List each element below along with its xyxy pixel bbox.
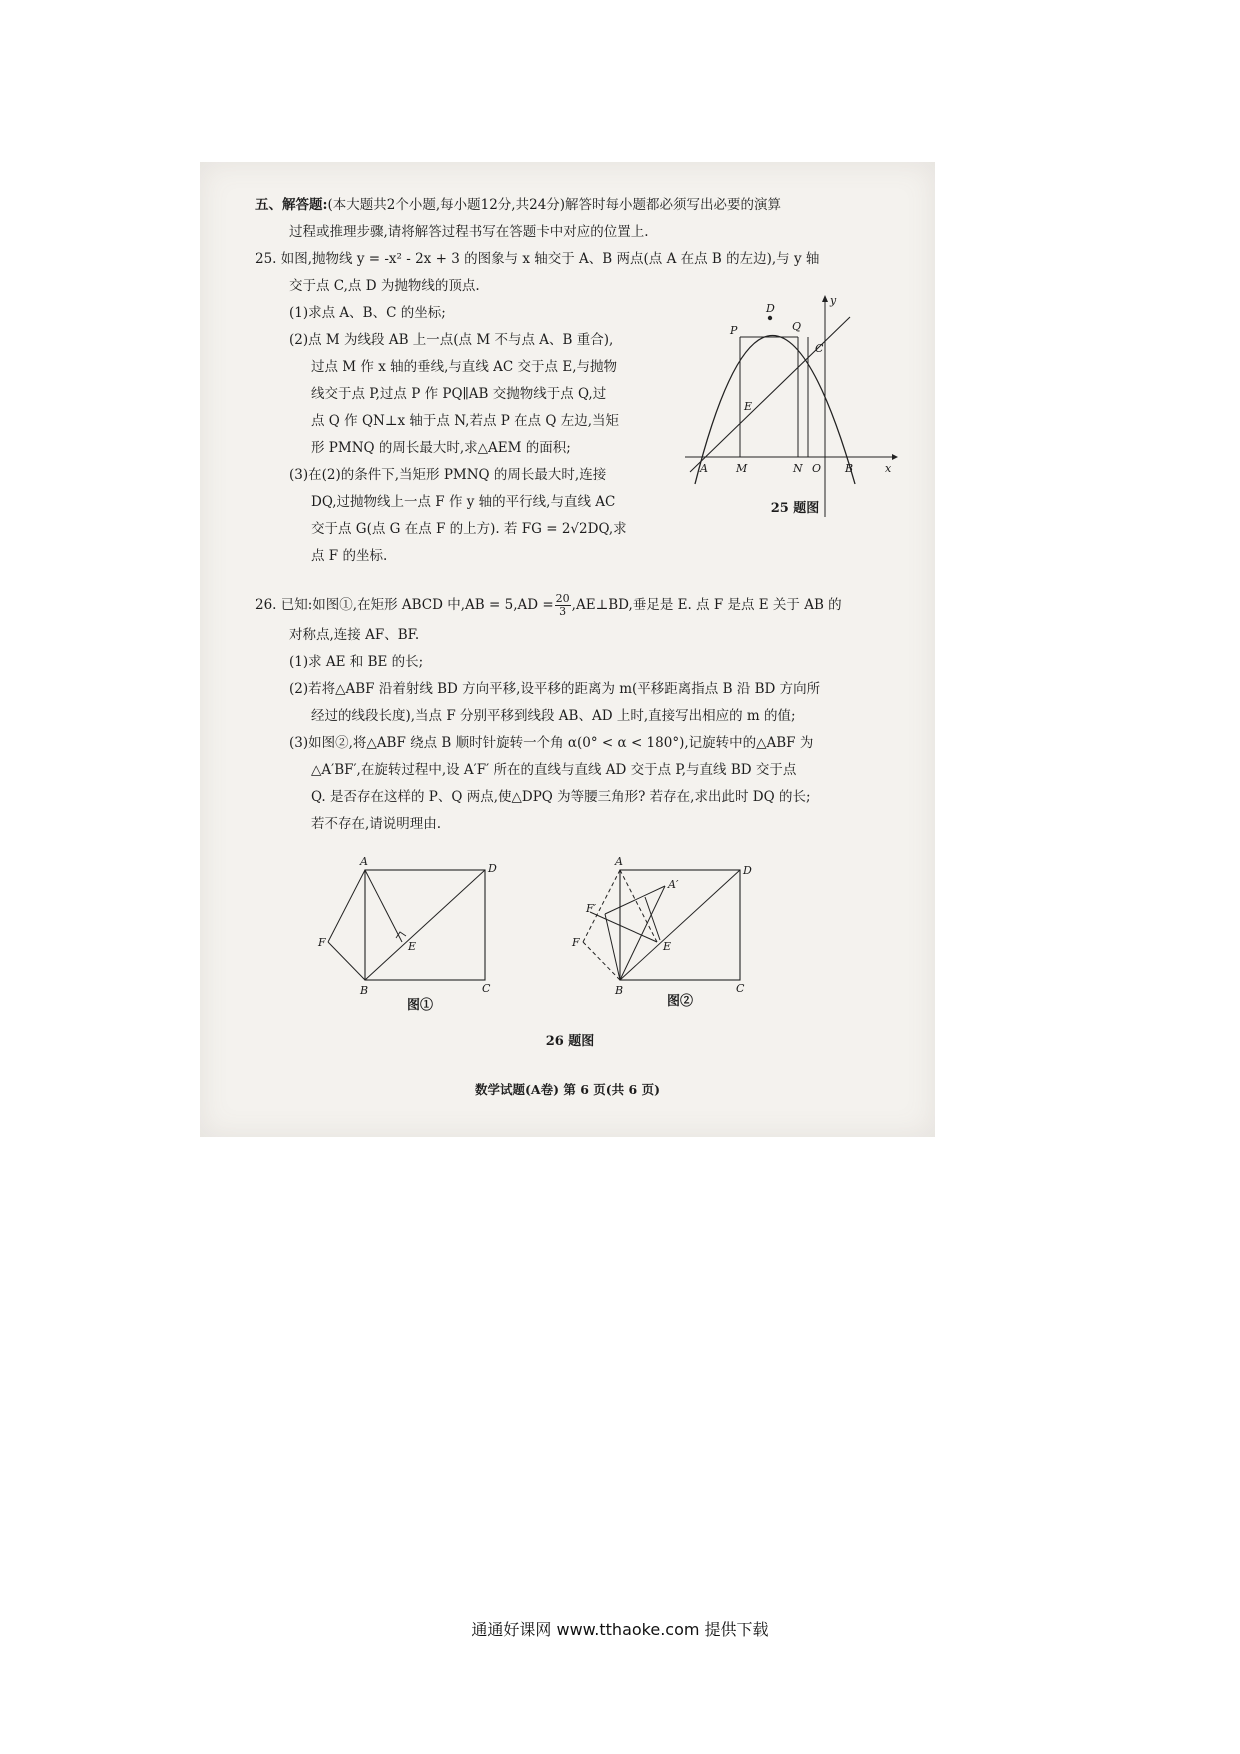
site-footer: 通通好课网 www.tthaoke.com 提供下载 (471, 1620, 769, 1639)
fraction-numerator: 20 (555, 592, 570, 605)
section-intro-1: (本大题共2个小题,每小题12分,共24分)解答时每小题都必须写出必要的演算 (327, 197, 782, 213)
section-head: 五、解答题: (255, 197, 328, 213)
fraction-ad (555, 593, 571, 618)
q25-line2: 交于点 C,点 D 为抛物线的顶点. (289, 278, 480, 294)
q26-part1: (1)求 AE 和 BE 的长; (289, 654, 424, 670)
q26-part3-1: (3)如图②,将△ABF 绕点 B 顺时针旋转一个角 α(0° < α < 180°),记旋转中的△ABF 为 (289, 735, 814, 751)
label-n: N (793, 462, 803, 475)
scanned-exam-page (200, 162, 935, 1137)
segment-ae-2 (620, 870, 657, 942)
fig1-label-a: A (360, 855, 368, 868)
label-o: O (812, 462, 822, 475)
fraction-denominator: 3 (559, 605, 567, 618)
label-q: Q (792, 320, 802, 333)
segment-af-1 (328, 870, 365, 942)
q26-line2: 对称点,连接 AF、BF. (289, 627, 420, 643)
segment-ba1 (620, 886, 665, 980)
segment-bf-2 (583, 942, 620, 980)
segment-bf-1 (328, 942, 365, 980)
q25-part3-1: (3)在(2)的条件下,当矩形 PMNQ 的周长最大时,连接 (289, 467, 607, 483)
page-footer: 数学试题(A卷) 第 6 页(共 6 页) (474, 1082, 660, 1097)
fig2-label-d: D (743, 864, 752, 877)
fig1-label-c: C (482, 982, 491, 995)
q26-part3-2: △A′BF′,在旋转过程中,设 A′F′ 所在的直线与直线 AD 交于点 P,与直线 BD 交于点 (311, 762, 797, 778)
figure-26-2 (571, 855, 752, 997)
q26-line1-a: 26. 已知:如图①,在矩形 ABCD 中,AB = 5,AD = (255, 597, 554, 613)
figure-26-1-caption: 图① (406, 998, 433, 1013)
line-ac (690, 317, 850, 472)
fig2-label-b: B (615, 984, 624, 997)
x-axis-arrow (892, 454, 898, 460)
label-m: M (736, 462, 748, 475)
diagonal-bd-2 (620, 870, 740, 980)
q26-part3-4: 若不存在,请说明理由. (311, 816, 442, 832)
section-intro-2: 过程或推理步骤,请将解答过程书写在答题卡中对应的位置上. (289, 224, 649, 240)
figure-26 (320, 852, 840, 1052)
fig2-label-e: E (663, 940, 672, 953)
q25-part2-2: 过点 M 作 x 轴的垂线,与直线 AC 交于点 E,与抛物 (311, 359, 617, 375)
q26-part2-2: 经过的线段长度),当点 F 分别平移到线段 AB、AD 上时,直接写出相应的 m 的值; (311, 708, 796, 724)
q25-line1: 25. 如图,抛物线 y = -x² - 2x + 3 的图象与 x 轴交于 A、B 两点(点 A 在点 B 的左边),与 y 轴 (255, 251, 820, 267)
figure-25-caption: 25 题图 (770, 501, 820, 516)
figure-25 (680, 292, 900, 552)
label-x: x (885, 462, 892, 475)
q25-part3-2: DQ,过抛物线上一点 F 作 y 轴的平行线,与直线 AC (311, 494, 616, 510)
section-heading-line (255, 192, 905, 219)
label-e: E (744, 400, 753, 413)
q25-part2-3: 线交于点 P,过点 P 作 PQ∥AB 交抛物线于点 Q,过 (311, 386, 607, 402)
q26-part2-1: (2)若将△ABF 沿着射线 BD 方向平移,设平移的距离为 m(平移距离指点 B 沿 BD 方向所 (289, 681, 821, 697)
fig2-label-f: F (572, 936, 580, 949)
diagonal-bd-1 (365, 870, 485, 980)
q26-part3-3: Q. 是否存在这样的 P、Q 两点,使△DPQ 为等腰三角形? 若存在,求出此时 DQ 的长; (311, 789, 811, 805)
figure-26-1 (317, 855, 497, 997)
parabola-curve (695, 336, 855, 485)
fig2-label-c: C (736, 982, 745, 995)
segment-a1f1 (605, 886, 665, 914)
segment-ae-1 (365, 870, 402, 942)
figure-26-caption: 26 题图 (545, 1034, 595, 1049)
fig2-label-a: A (615, 855, 623, 868)
fig1-label-f: F (318, 936, 326, 949)
label-p: P (730, 324, 738, 337)
y-axis-arrow (822, 295, 828, 302)
segment-f1e (590, 912, 657, 942)
q25-part3-4: 点 F 的坐标. (311, 548, 388, 564)
q25-part2-4: 点 Q 作 QN⊥x 轴于点 N,若点 P 在点 Q 左边,当矩 (311, 413, 620, 429)
figure-26-2-caption: 图② (666, 994, 693, 1009)
vertex-point (768, 316, 772, 320)
label-d: D (766, 302, 775, 315)
fig2-label-f-prime: F′ (586, 902, 597, 915)
figure-25-diagram (680, 292, 900, 522)
fig1-label-b: B (360, 984, 369, 997)
fig2-label-a-prime: A′ (668, 878, 679, 891)
q25-part3-3: 交于点 G(点 G 在点 F 的上方). 若 FG = 2√2DQ,求 (311, 521, 627, 537)
label-b: B (845, 462, 854, 475)
q25-part2-1: (2)点 M 为线段 AB 上一点(点 M 不与点 A、B 重合), (289, 332, 614, 348)
fig1-label-d: D (488, 862, 497, 875)
label-y: y (830, 294, 837, 307)
q26-line1 (255, 588, 905, 622)
label-a: A (700, 462, 708, 475)
q26-line1-b: ,AE⊥BD,垂足是 E. 点 F 是点 E 关于 AB 的 (571, 597, 842, 613)
label-c: C (815, 342, 824, 355)
q25-part2-5: 形 PMNQ 的周长最大时,求△AEM 的面积; (311, 440, 571, 456)
fig1-label-e: E (408, 940, 417, 953)
q25-part1: (1)求点 A、B、C 的坐标; (289, 305, 446, 321)
